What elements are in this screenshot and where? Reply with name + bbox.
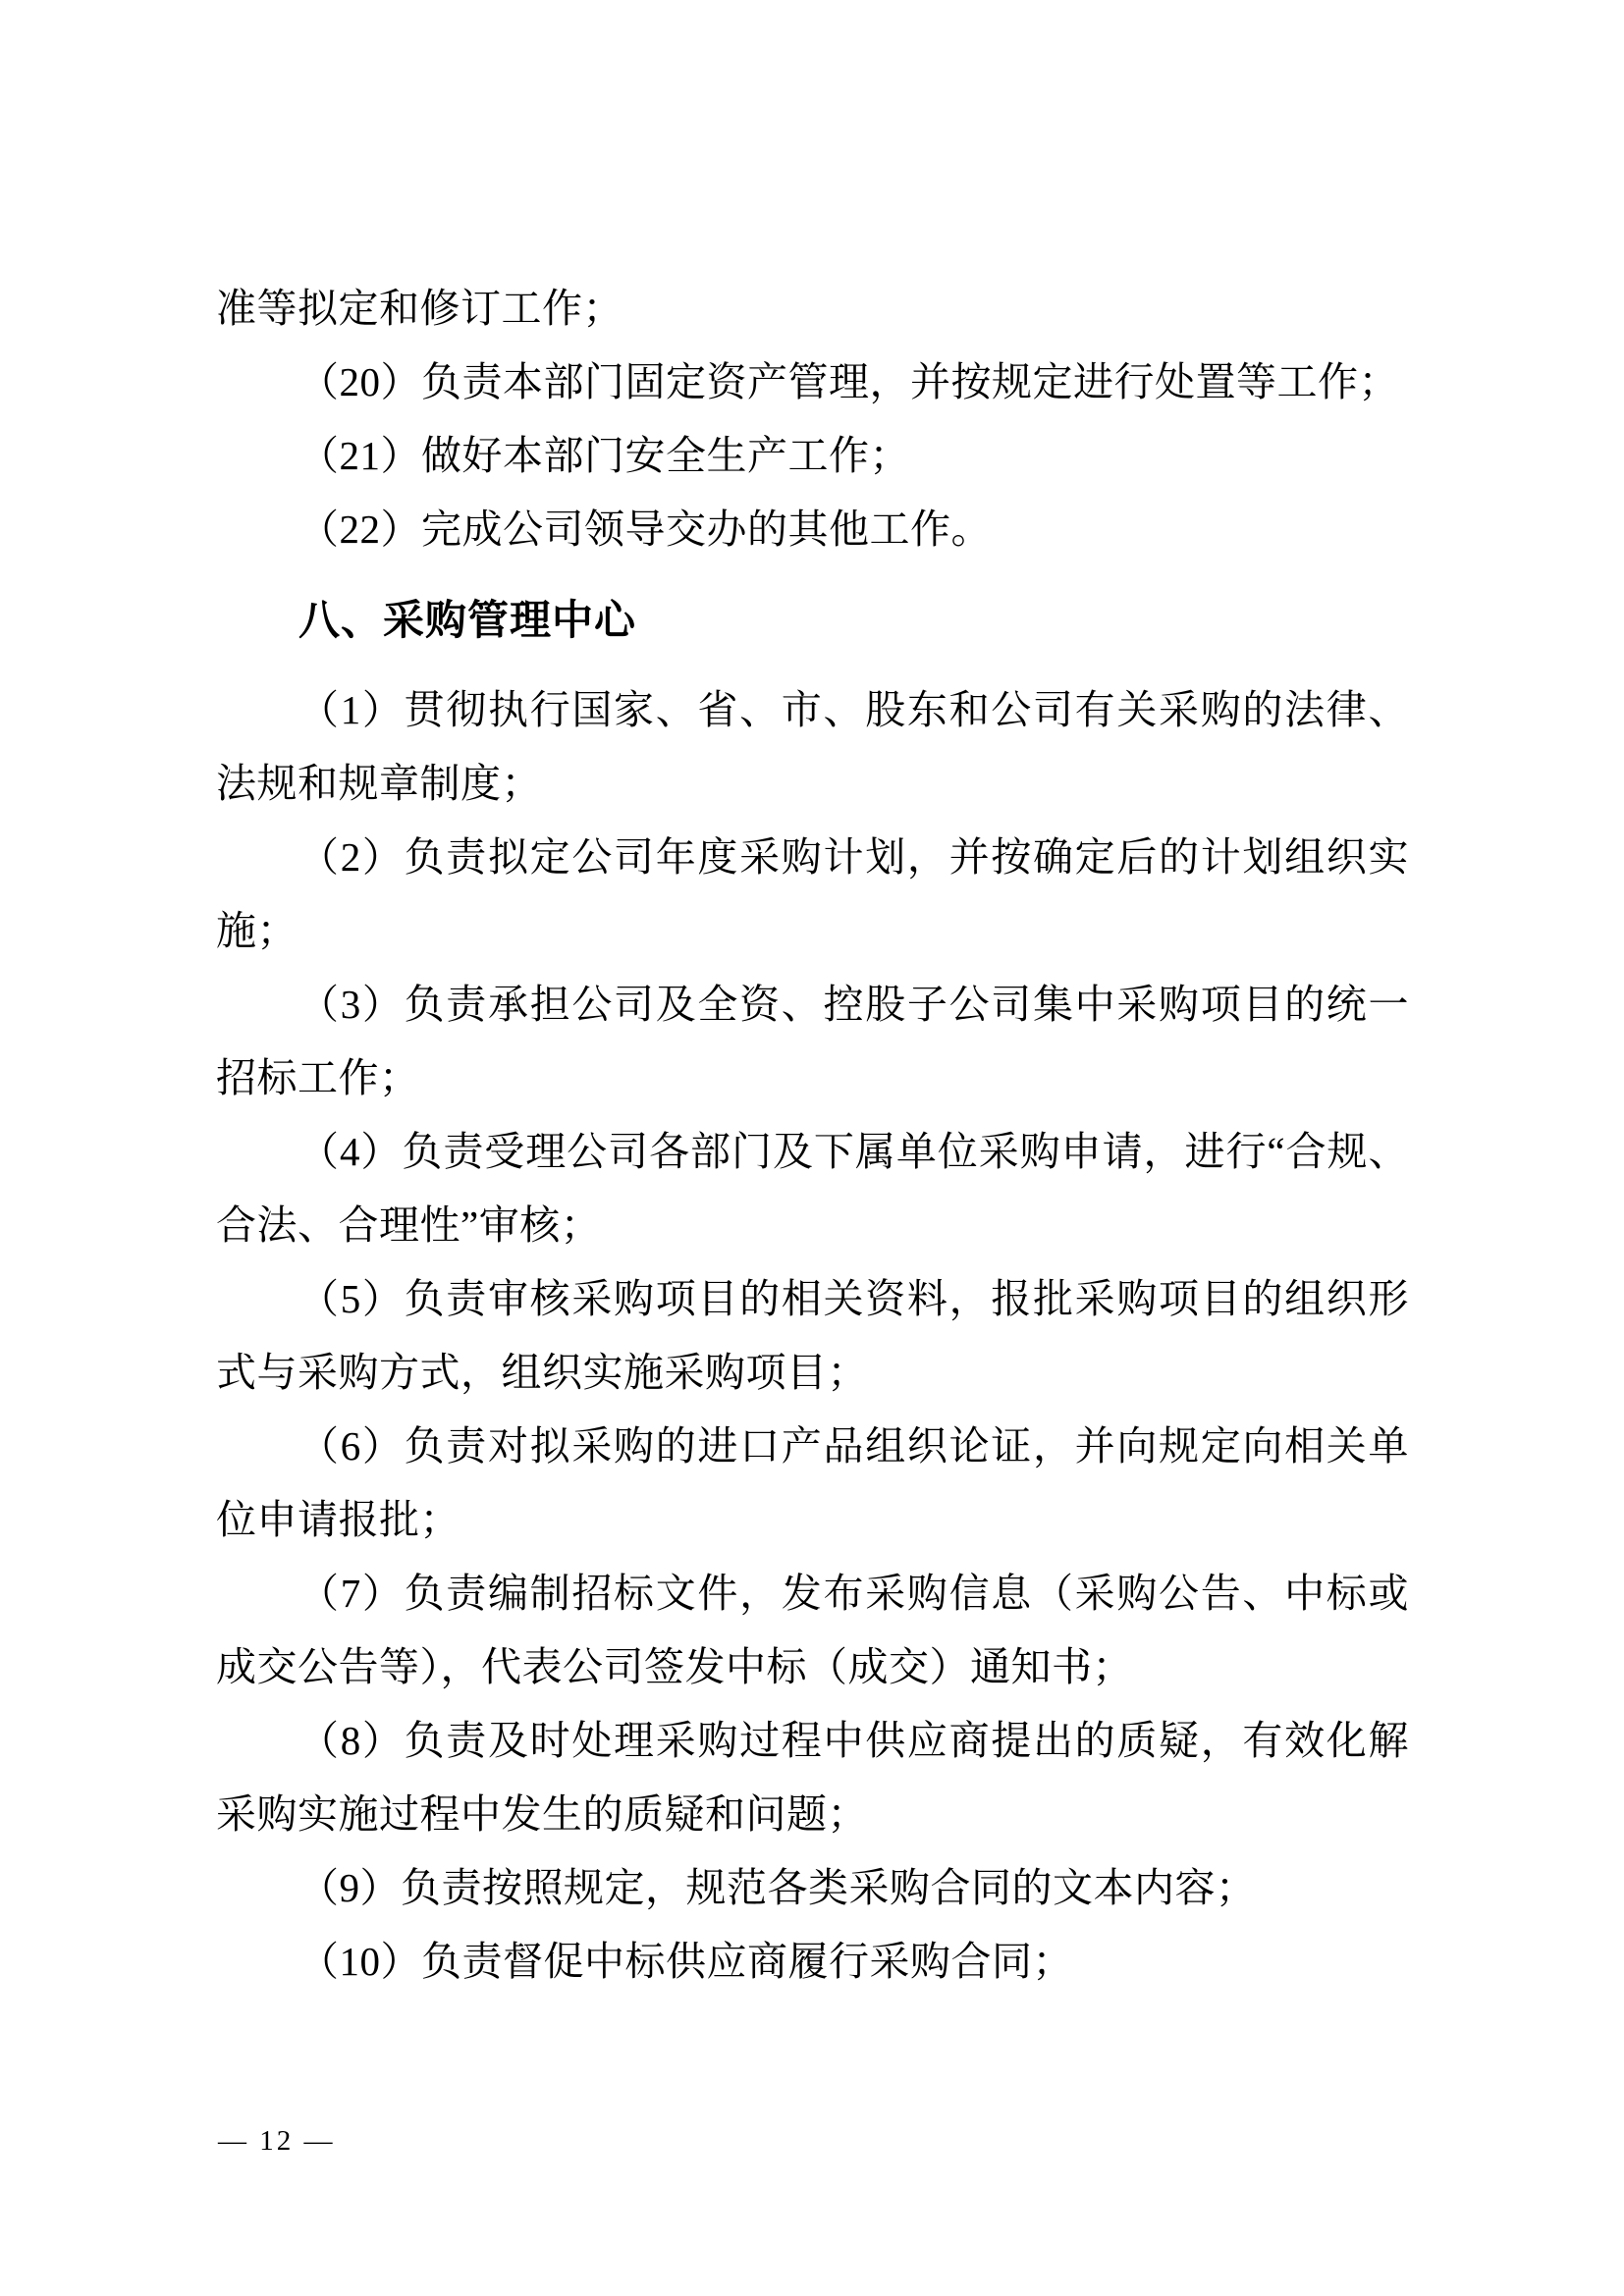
document-line: 招标工作； [216, 1055, 420, 1100]
section-heading: 八、采购管理中心 [298, 597, 637, 643]
document-line: （4）负责受理公司各部门及下属单位采购申请，进行“合规、 [298, 1129, 1409, 1174]
document-line: 式与采购方式，组织实施采购项目； [216, 1350, 868, 1395]
page-number: — 12 — [218, 2125, 336, 2157]
document-line: （1）贯彻执行国家、省、市、股东和公司有关采购的法律、 [298, 687, 1409, 732]
document-line: 成交公告等），代表公司签发中标（成交）通知书； [216, 1644, 1133, 1689]
document-line: 合法、合理性”审核； [216, 1202, 602, 1248]
document-line: 准等拟定和修订工作； [216, 286, 623, 331]
document-line: （22）完成公司领导交办的其他工作。 [298, 507, 992, 552]
document-body [216, 272, 1409, 1999]
document-line: （3）负责承担公司及全资、控股子公司集中采购项目的统一 [298, 982, 1409, 1027]
document-line: 位申请报批； [216, 1497, 460, 1542]
document-line: （10）负责督促中标供应商履行采购合同； [298, 1939, 1073, 1984]
document-line: （7）负责编制招标文件，发布采购信息（采购公告、中标或 [298, 1571, 1409, 1616]
document-line: （20）负责本部门固定资产管理，并按规定进行处置等工作； [298, 359, 1399, 404]
document-line: （5）负责审核采购项目的相关资料，报批采购项目的组织形 [298, 1276, 1409, 1321]
document-line: （6）负责对拟采购的进口产品组织论证，并向规定向相关单 [298, 1423, 1409, 1468]
document-line: 采购实施过程中发生的质疑和问题； [216, 1791, 868, 1837]
document-line: 施； [216, 908, 298, 953]
document-line: （9）负责按照规定，规范各类采购合同的文本内容； [298, 1865, 1257, 1910]
document-line: 法规和规章制度； [216, 761, 542, 806]
document-line: （21）做好本部门安全生产工作； [298, 433, 910, 478]
document-line: （2）负责拟定公司年度采购计划，并按确定后的计划组织实 [298, 834, 1409, 880]
document-line: （8）负责及时处理采购过程中供应商提出的质疑，有效化解 [298, 1718, 1409, 1763]
